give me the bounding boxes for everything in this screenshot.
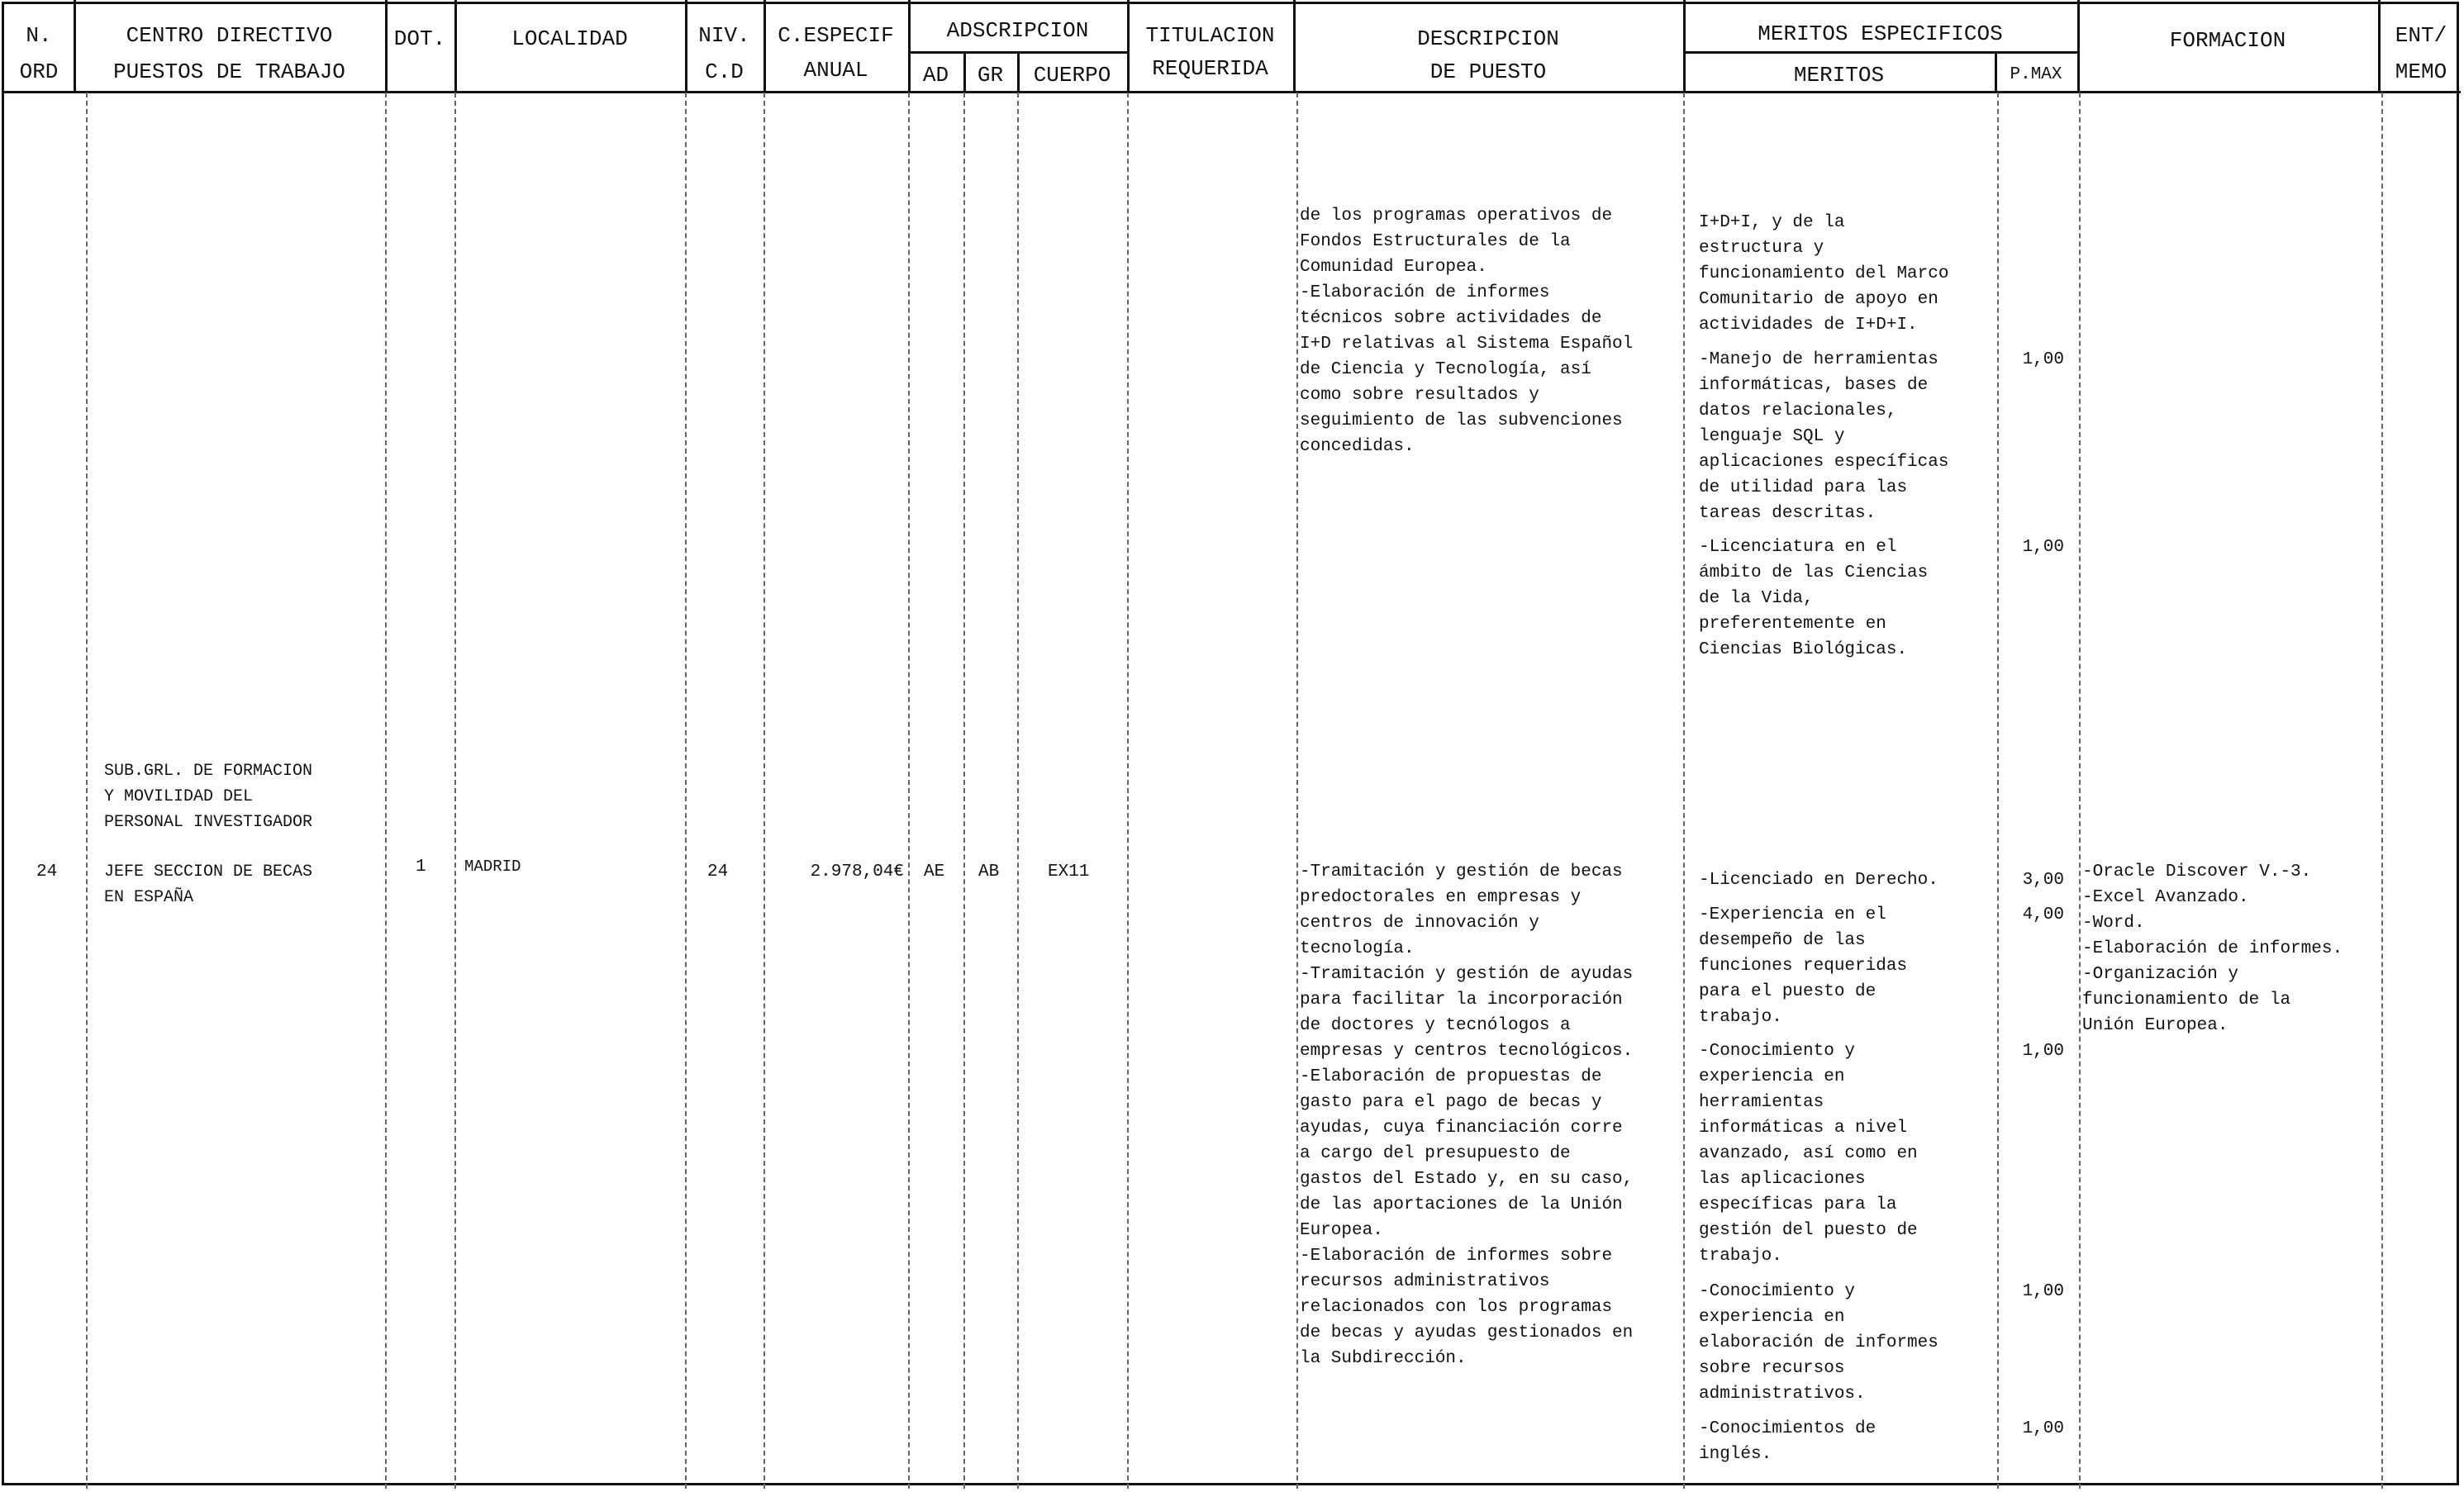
row-pmax: 3,00 [2022, 871, 2064, 890]
row-descripcion: -Tramitación y gestión de becas predoctorales en empresas y centros de innovación y tecnología. -Tramitación y gestión de ayudas para facilitar la incorporación de doctores y tecnólogos a empresas y centros tecnológicos. -Elaboración de propuestas de gasto para el pago de becas y ayudas, cuya financiación corre a cargo del presupuesto de gastos del Estado y, en su caso, de las aportaciones de la Unión Europea. -Elaboración de informes sobre recursos administrativos relacionados con los programas de becas y ayudas gestionados en la Subdirección. [1300, 862, 1634, 1368]
continuation-merito: -Manejo de herramientas informáticas, bases de datos relacionales, lenguaje SQL y aplicaciones específicas de utilidad para las tareas descritas. [1699, 350, 1949, 523]
row-pmax: 1,00 [2022, 1282, 2064, 1301]
continuation-merito: I+D+I, y de la estructura y funcionamiento del Marco Comunitario de apoyo en actividades de I+D+I. [1699, 213, 1949, 335]
header-puestos: PUESTOS DE TRABAJO [113, 59, 345, 84]
col-sep [1127, 93, 1129, 1489]
col-sep [1683, 93, 1685, 1489]
header-ad: AD [922, 63, 949, 88]
row-merito: -Licenciado en Derecho. [1699, 871, 1938, 890]
row-formacion: -Oracle Discover V.-3. -Excel Avanzado. -Word. -Elaboración de informes. -Organización y funcionamiento de la Unión Europea. [2082, 862, 2343, 1035]
row-merito: -Conocimientos de inglés. [1699, 1419, 1877, 1464]
col-sep [2079, 93, 2081, 1489]
header-memo: MEMO [2395, 59, 2447, 84]
header-anual: ANUAL [803, 58, 868, 83]
col-sep [454, 93, 456, 1489]
col-sep [2381, 93, 2383, 1489]
header-cespecif: C.ESPECIF [778, 23, 894, 48]
header-niv: NIV. [698, 23, 750, 48]
header-titulacion: TITULACION [1145, 23, 1275, 48]
continuation-descripcion: de los programas operativos de Fondos Estructurales de la Comunidad Europea. -Elaboración de informes técnicos sobre actividades de I+D relativas al Sistema Español de Ciencia y Tecnología, así como sobre resultados y seguimiento de las subvenciones concedidas. [1300, 207, 1634, 456]
col-sep [685, 93, 687, 1489]
table-frame [2, 2, 2459, 1485]
continuation-pmax: 1,00 [2022, 350, 2064, 369]
header-n: N. [26, 23, 52, 48]
header-bottom-rule [2, 91, 2461, 93]
continuation-pmax: 1,00 [2022, 538, 2064, 557]
header-pmax: P.MAX [2010, 65, 2062, 84]
col-sep [763, 93, 765, 1489]
header-dot: DOT. [393, 26, 446, 51]
row-pmax: 1,00 [2022, 1042, 2064, 1061]
header-de-puesto: DE PUESTO [1429, 59, 1547, 84]
row-cuerpo: EX11 [1048, 862, 1090, 881]
header-requerida: REQUERIDA [1152, 56, 1268, 81]
row-ad: AE [924, 862, 945, 881]
col-sep [1017, 93, 1019, 1489]
row-localidad: MADRID [464, 858, 521, 876]
header-cd: C.D [705, 59, 744, 84]
header-meritos-especificos: MERITOS ESPECIFICOS [1758, 21, 2003, 46]
header-ent: ENT/ [2395, 23, 2447, 48]
col-sep [385, 93, 387, 1489]
centro-directivo: SUB.GRL. DE FORMACION Y MOVILIDAD DEL PERSONAL INVESTIGADOR [104, 762, 313, 832]
row-gr: AB [978, 862, 1000, 881]
row-pmax: 4,00 [2022, 905, 2064, 924]
row-pmax: 1,00 [2022, 1419, 2064, 1438]
continuation-merito: -Licenciatura en el ámbito de las Ciencias de la Vida, preferentemente en Ciencias Biológicas. [1699, 538, 1929, 659]
header-divider [1683, 51, 2077, 54]
col-sep [1296, 93, 1298, 1489]
header-meritos: MERITOS [1793, 63, 1885, 88]
row-dot: 1 [416, 858, 426, 877]
header-descripcion: DESCRIPCION [1417, 26, 1559, 51]
header-cuerpo: CUERPO [1033, 63, 1111, 88]
col-sep [963, 93, 965, 1489]
header-formacion: FORMACION [2169, 28, 2286, 53]
header-centro: CENTRO DIRECTIVO [126, 23, 333, 48]
row-puesto: JEFE SECCION DE BECAS EN ESPAÑA [104, 862, 313, 907]
col-sep [908, 93, 910, 1489]
row-merito: -Conocimiento y experiencia en herramientas informáticas a nivel avanzado, así como en las aplicaciones específicas para la gestión del puesto de trabajo. [1699, 1042, 1918, 1266]
row-c-especif: 2.978,04€ [810, 862, 904, 881]
row-merito: -Conocimiento y experiencia en elaboración de informes sobre recursos administrativos. [1699, 1282, 1938, 1404]
header-localidad: LOCALIDAD [511, 26, 628, 51]
row-niv: 24 [707, 862, 729, 881]
row-merito: -Experiencia en el desempeño de las funciones requeridas para el puesto de trabajo. [1699, 905, 1908, 1027]
header-adscripcion: ADSCRIPCION [946, 18, 1089, 43]
header-ord: ORD [19, 59, 59, 84]
row-n-ord: 24 [36, 862, 58, 881]
col-sep [86, 93, 88, 1489]
header-gr: GR [977, 63, 1004, 88]
